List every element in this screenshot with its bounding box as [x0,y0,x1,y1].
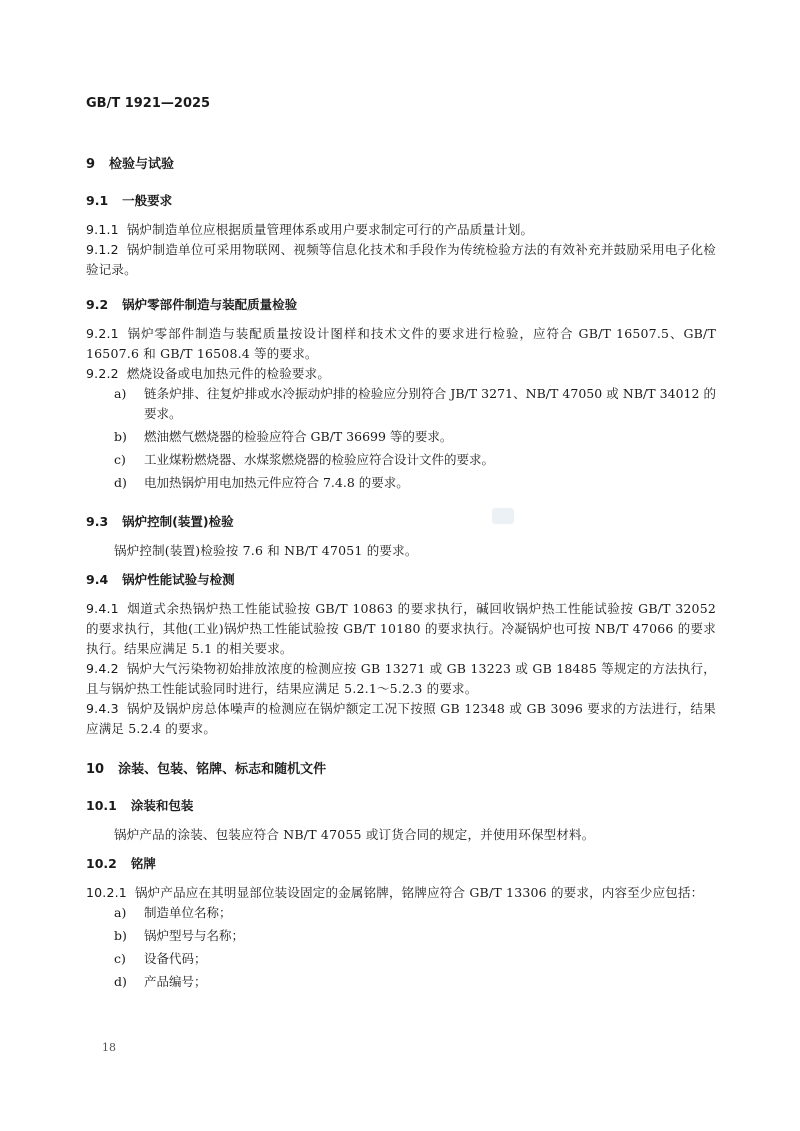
list-item [86,450,716,470]
list-item-text: 锅炉型号与名称； [144,928,245,943]
section-10-1-heading [86,795,716,817]
list-marker: c) [114,452,126,467]
section-title: 一般要求 [122,193,173,208]
clause-text: 锅炉零部件制造与装配质量按设计图样和技术文件的要求进行检验，应符合 GB/T 16507.5、GB/T 16507.6 和 GB/T 16508.4 等的要求。 [86,326,716,361]
clause-9-2-1 [86,324,716,364]
list-marker: b) [114,429,127,444]
section-10-2-heading [86,853,716,875]
list-item [86,427,716,447]
clause-9-4-1 [86,599,716,659]
section-number: 10.2 [86,856,117,871]
clause-number: 10.2.1 [86,885,127,900]
section-number: 9.4 [86,572,109,587]
section-number: 9 [86,157,96,172]
list-marker: d) [114,475,127,490]
watermark-logo [492,508,514,524]
clause-number: 9.2.1 [86,326,119,341]
list-item [86,972,716,992]
clause-9-2-2 [86,364,716,384]
clause-number: 9.4.2 [86,661,119,676]
section-number: 9.2 [86,297,109,312]
clause-number: 9.4.3 [86,701,119,716]
section-9-2-heading [86,294,716,316]
section-9-3-text: 锅炉控制(装置)检验按 7.6 和 NB/T 47051 的要求。 [114,543,418,558]
section-number: 10 [86,762,105,777]
list-marker: b) [114,928,127,943]
clause-number: 9.4.1 [86,601,119,616]
page-number: 18 [102,1041,116,1054]
clause-9-4-3 [86,699,716,739]
clause-number: 9.1.2 [86,242,119,257]
list-item-text: 工业煤粉燃烧器、水煤浆燃烧器的检验应符合设计文件的要求。 [144,452,495,467]
section-title: 涂装和包装 [130,798,194,813]
section-9-1-heading [86,190,716,212]
clause-9-1-2 [86,240,716,280]
list-item-text: 制造单位名称； [144,905,232,920]
clause-text: 锅炉及锅炉房总体噪声的检测应在锅炉额定工况下按照 GB 12348 或 GB 3096 要求的方法进行，结果应满足 5.2.4 的要求。 [86,701,716,736]
section-number: 9.3 [86,514,109,529]
section-title: 锅炉零部件制造与装配质量检验 [122,297,298,312]
nameplate-contents-list [86,903,716,992]
clause-number: 9.1.1 [86,222,119,237]
section-title: 涂装、包装、铭牌、标志和随机文件 [118,762,327,777]
clause-text: 烟道式余热锅炉热工性能试验按 GB/T 10863 的要求执行，碱回收锅炉热工性能试验按 GB/T 32052 的要求执行，其他(工业)锅炉热工性能试验按 GB/T 10180 的要求执行。冷凝锅炉也可按 NB/T 47066 的要求执行。结果应满足 5.1 的相关要求。 [86,601,716,656]
list-marker: a) [114,905,127,920]
section-9-heading [86,154,716,176]
section-title: 锅炉性能试验与检测 [122,572,235,587]
section-number: 9.1 [86,193,109,208]
clause-9-1-1 [86,220,716,240]
document-code: GB/T 1921—2025 [86,96,211,111]
clause-text: 锅炉制造单位可采用物联网、视频等信息化技术和手段作为传统检验方法的有效补充并鼓励采用电子化检验记录。 [86,242,716,277]
list-item [86,384,716,424]
clause-9-4-2 [86,659,716,699]
clause-10-2-1 [86,883,716,903]
section-title: 铭牌 [130,856,156,871]
list-marker: d) [114,974,127,989]
burner-requirements-list [86,384,716,493]
list-item-text: 设备代码； [144,951,207,966]
section-title: 锅炉控制(装置)检验 [122,514,234,529]
section-9-3-heading [86,511,716,533]
clause-text: 锅炉大气污染物初始排放浓度的检测应按 GB 13271 或 GB 13223 或 GB 18485 等规定的方法执行，且与锅炉热工性能试验同时进行，结果应满足 5.2.1～5.2.3 的要求。 [86,661,716,696]
list-item-text: 燃油燃气燃烧器的检验应符合 GB/T 36699 等的要求。 [144,429,453,444]
section-9-4-heading [86,569,716,591]
section-10-heading [86,759,716,781]
list-item [86,473,716,493]
list-item-text: 产品编号； [144,974,207,989]
list-marker: c) [114,951,126,966]
list-item [86,903,716,923]
list-item-text: 链条炉排、往复炉排或水冷振动炉排的检验应分别符合 JB/T 3271、NB/T 47050 或 NB/T 34012 的要求。 [144,386,716,421]
section-10-1-text: 锅炉产品的涂装、包装应符合 NB/T 47055 或订货合同的规定，并使用环保型材料。 [114,827,595,842]
list-item-text: 电加热锅炉用电加热元件应符合 7.4.8 的要求。 [144,475,409,490]
list-item [86,926,716,946]
clause-text: 燃烧设备或电加热元件的检验要求。 [126,366,331,381]
section-title: 检验与试验 [109,157,175,172]
list-item [86,949,716,969]
clause-text: 锅炉产品应在其明显部位装设固定的金属铭牌，铭牌应符合 GB/T 13306 的要求，内容至少应包括： [134,885,704,900]
document-body [86,146,716,996]
clause-text: 锅炉制造单位应根据质量管理体系或用户要求制定可行的产品质量计划。 [126,222,534,237]
list-marker: a) [114,386,127,401]
clause-number: 9.2.2 [86,366,119,381]
section-number: 10.1 [86,798,117,813]
